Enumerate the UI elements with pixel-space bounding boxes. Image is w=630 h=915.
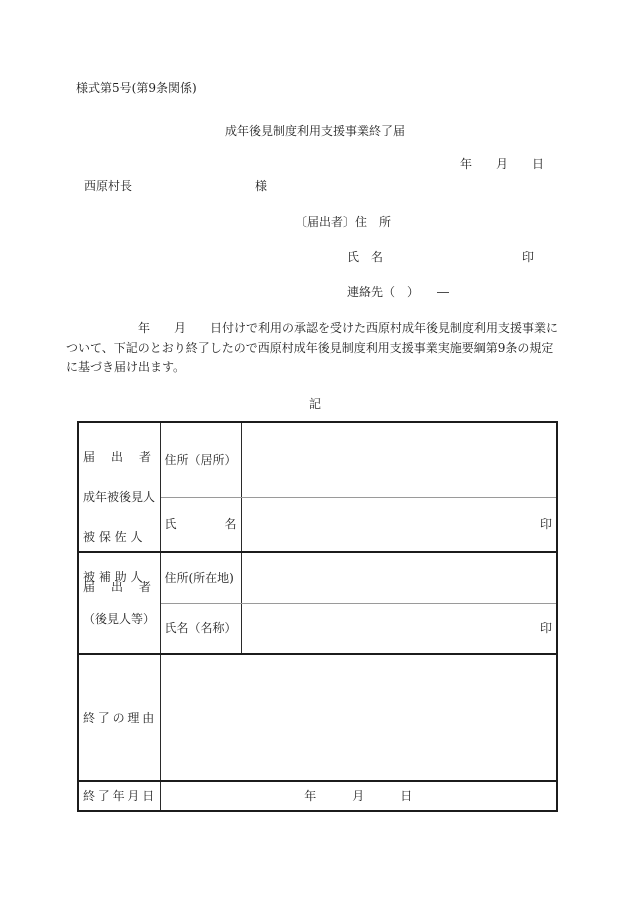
record-heading: 記 (308, 397, 321, 411)
applicant-address-line: 〔届出者〕住 所 (295, 215, 392, 229)
group2-seal-mark: 印 (539, 621, 552, 636)
reason-value-field (160, 654, 557, 781)
group1-subject: 成年被後見人 (83, 490, 156, 504)
applicant-contact-line: 連絡先（ ） ― (347, 285, 450, 299)
group1-address-value-field (241, 422, 557, 497)
group1-subject: 被 保 佐 人 (83, 530, 143, 544)
group2-name-label: 氏名（名称） (160, 603, 241, 654)
end-date-label: 終了年月日 (78, 781, 160, 811)
addressee-name: 西原村長 (84, 179, 133, 193)
form-number: 様式第5号(第9条関係) (76, 81, 197, 95)
group2-role-title: 届 出 者 (83, 580, 154, 594)
addressee-honorific: 様 (255, 179, 268, 193)
applicant-seal-mark: 印 (522, 250, 535, 264)
group1-role-title: 届 出 者 (83, 450, 154, 464)
document-title: 成年後見制度利用支援事業終了届 (224, 124, 405, 138)
group1-role-cell (78, 422, 160, 584)
end-date-value-field: 年 月 日 (160, 781, 557, 811)
reason-label: 終了の理由 (78, 654, 160, 781)
group1-seal-mark: 印 (539, 517, 552, 532)
group2-name-value-field (241, 603, 557, 654)
body-line: 年 月 日付けで利用の承認を受けた西原村成年後見制度利用支援事業に (66, 321, 559, 335)
notification-table (77, 421, 558, 812)
body-line: ついて、下記のとおり終了したので西原村成年後見制度利用支援事業実施要綱第9条の規定 (66, 340, 554, 355)
group1-name-value-field (241, 497, 557, 552)
group1-subject: 被 補 助 人 (83, 570, 143, 584)
group2-address-label: 住所(所在地) (160, 552, 241, 603)
body-line: に基づき届け出ます。 (66, 360, 186, 375)
group2-role-subtitle: （後見人等） (83, 612, 156, 626)
group2-address-value-field (241, 552, 557, 603)
group1-name-label: 氏 名 (160, 497, 241, 552)
date-blank-line: 年 月 日 (460, 157, 545, 171)
body-paragraph (66, 319, 566, 378)
group1-address-label: 住所（居所） (160, 422, 241, 497)
applicant-name-label: 氏 名 (347, 250, 384, 264)
